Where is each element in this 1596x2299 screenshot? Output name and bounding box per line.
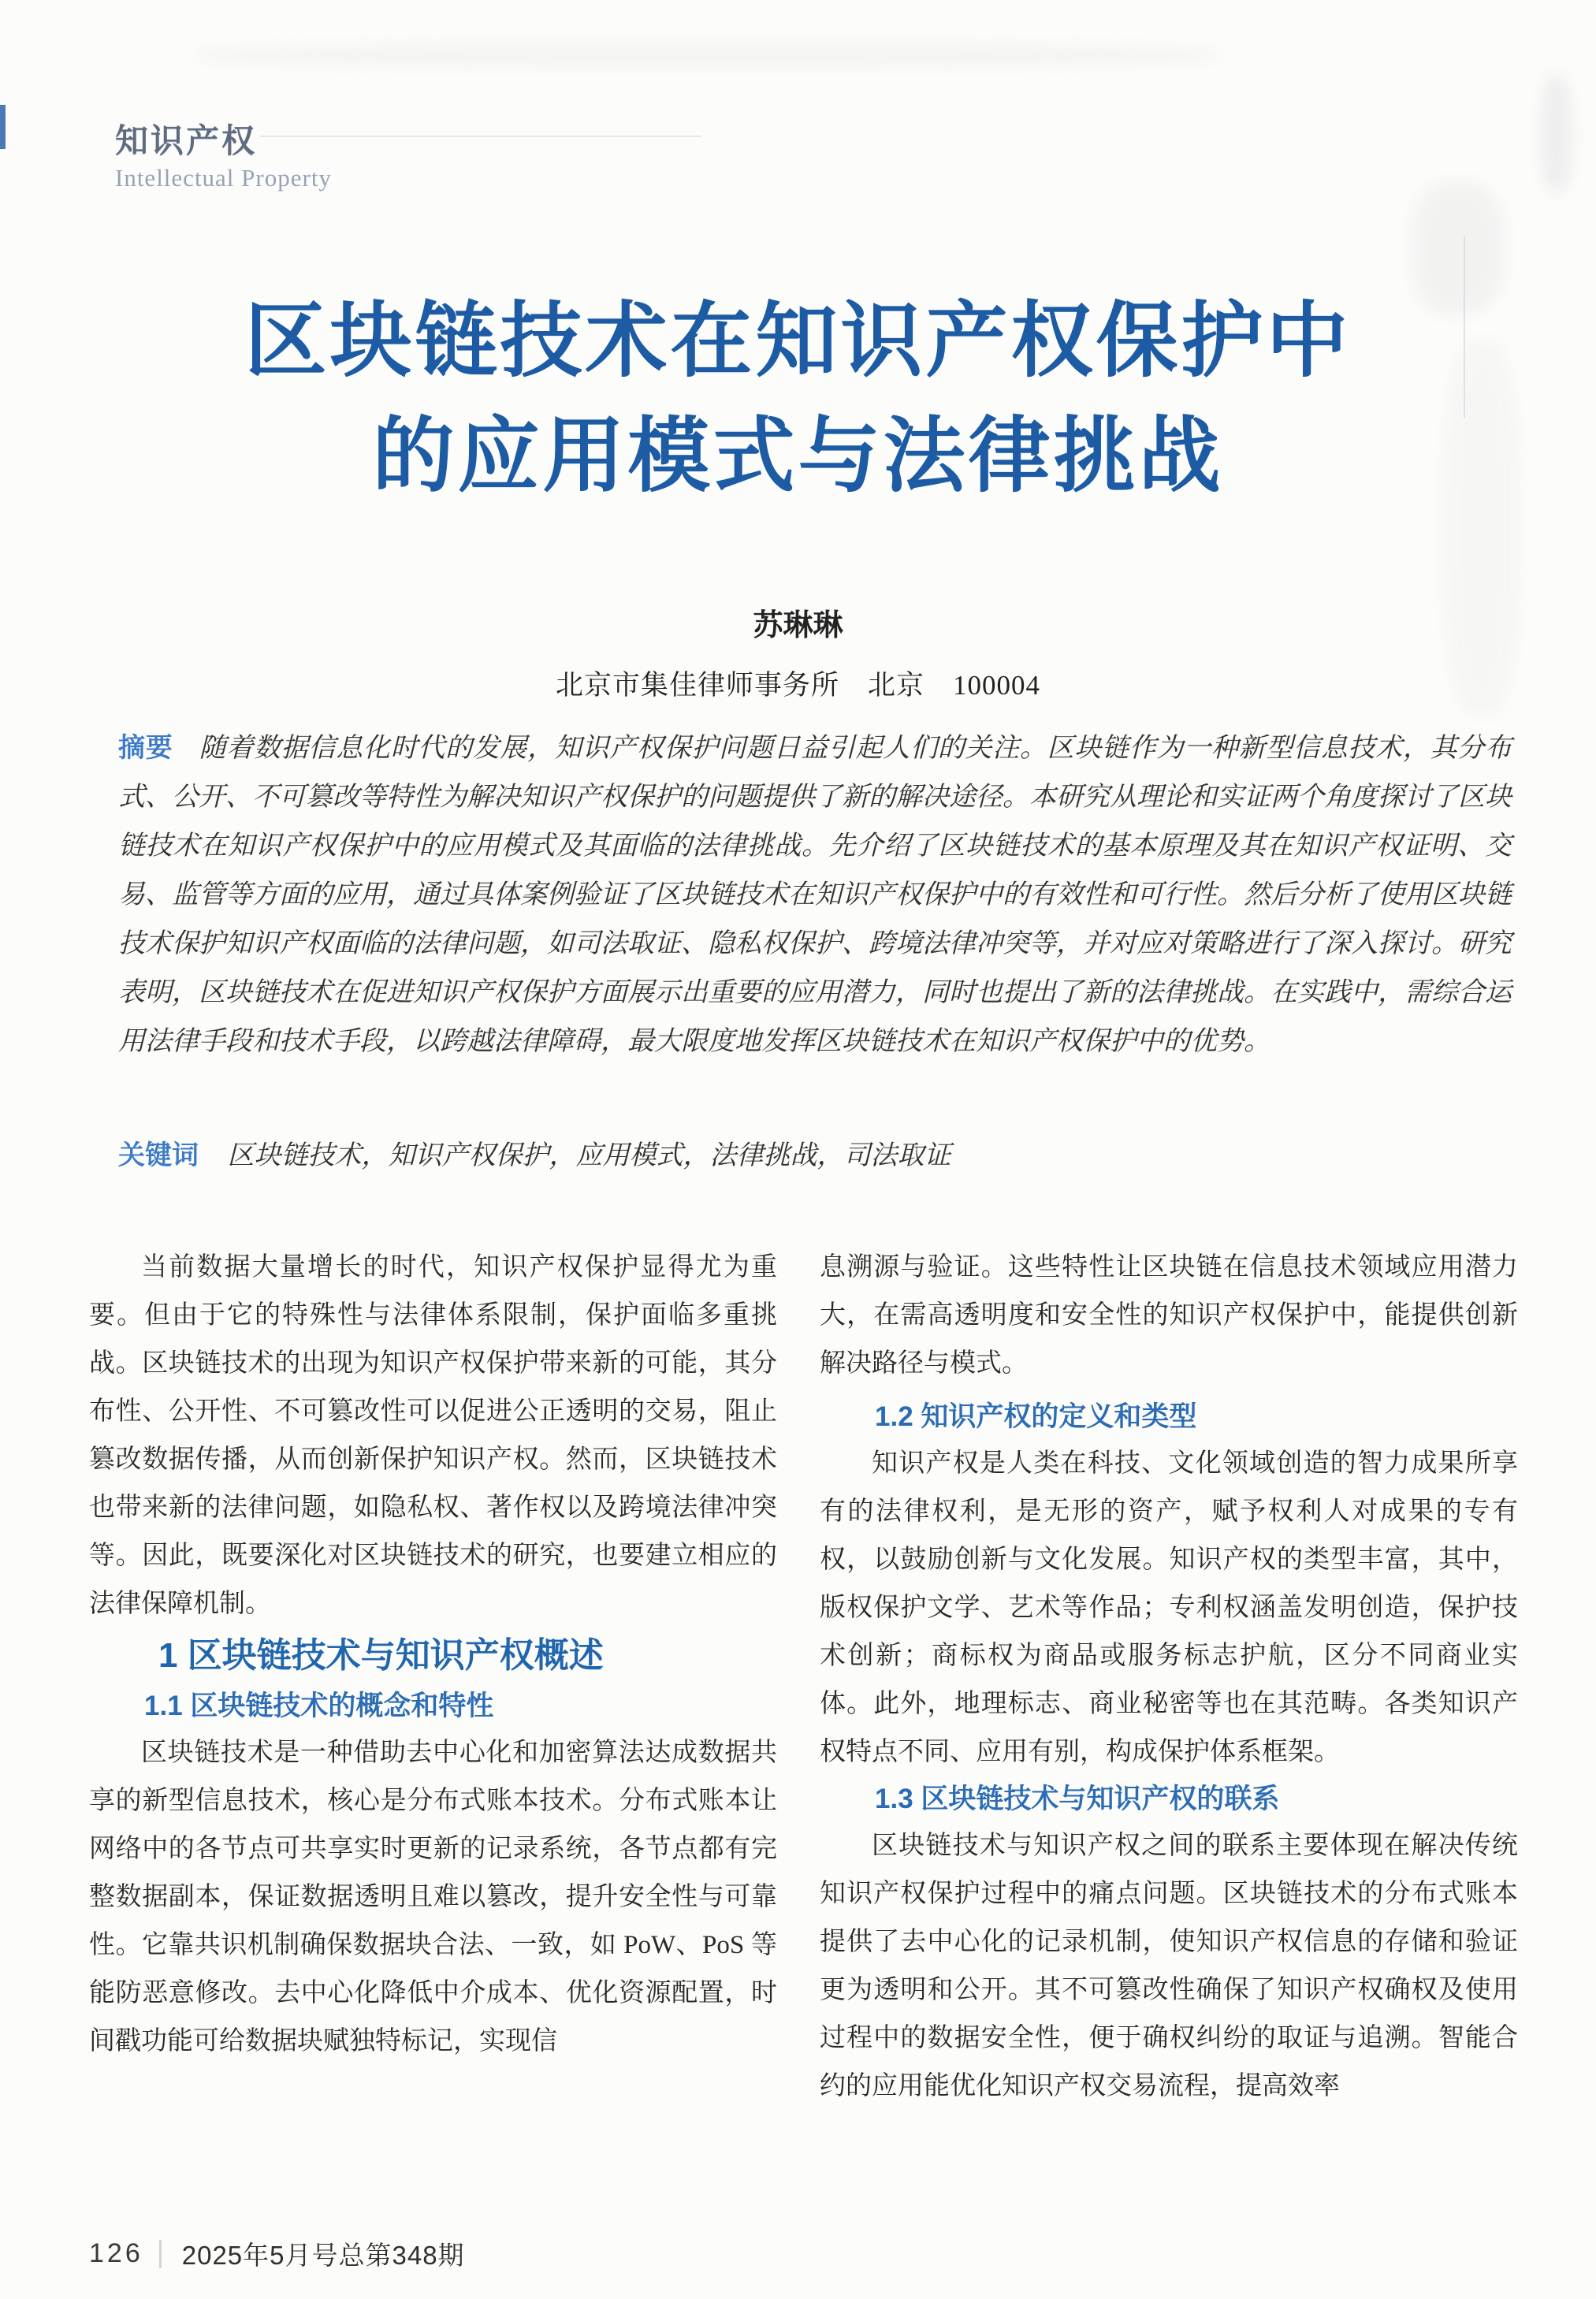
section-1-heading: 1 区块链技术与知识产权概述 xyxy=(158,1636,604,1675)
author-affiliation: 北京市集佳律师事务所 北京 100004 xyxy=(555,670,1040,701)
article-title-line1: 区块链技术在知识产权保护中 xyxy=(244,296,1352,387)
abstract-label: 摘要 xyxy=(118,733,173,763)
page-edge-mark xyxy=(0,105,6,149)
header-rule xyxy=(260,136,701,137)
keywords-label: 关键词 xyxy=(118,1140,199,1170)
section-1-1-paragraph-continued: 息溯源与验证。这些特性让区块链在信息技术领域应用潜力大，在需高透明度和安全性的知识产权保护中，能提供创新解决路径与模式。 xyxy=(820,1253,1518,1378)
footer-divider xyxy=(159,2240,162,2268)
page-number: 126 xyxy=(89,2238,143,2268)
issue-info: 2025年5月号总第348期 xyxy=(181,2241,465,2270)
author-name: 苏琳琳 xyxy=(753,609,843,642)
intro-paragraph: 当前数据大量增长的时代，知识产权保护显得尤为重要。但由于它的特殊性与法律体系限制，保护面临多重挑战。区块链技术的出现为知识产权保护带来新的可能，其分布性、公开性、不可篡改性可以促进公正透明的交易，阻止篡改数据传播，从而创新保护知识产权。然而，区块链技术也带来新的法律问题，如隐私权、著作权以及跨境法律冲突等。因此，既要深化对区块链技术的研究，也要建立相应的法律保障机制。 xyxy=(89,1253,777,1618)
section-1-1-paragraph: 区块链技术是一种借助去中心化和加密算法达成数据共享的新型信息技术，核心是分布式账本技术。分布式账本让网络中的各节点可共享实时更新的记录系统，各节点都有完整数据副本，保证数据透明且难以篡改，提升安全性与可靠性。它靠共识机制确保数据块合法、一致，如 PoW、PoS 等能防恶意修改。去中心化降低中介成本、优化资源配置，时间戳功能可给数据块赋独特标记，实现信 xyxy=(89,1739,777,2055)
section-1-1-heading: 1.1 区块链技术的概念和特性 xyxy=(144,1691,494,1721)
article-title xyxy=(0,284,1596,514)
scan-bleed-smudge xyxy=(197,43,1222,67)
body-column-left xyxy=(89,1244,777,2066)
keywords-text: 区块链技术，知识产权保护，应用模式，法律挑战，司法取证 xyxy=(227,1141,951,1170)
abstract-text: 随着数据信息化时代的发展，知识产权保护问题日益引起人们的关注。区块链作为一种新型信息技术，其分布式、公开、不可篡改等特性为解决知识产权保护的问题提供了新的解决途径。本研究从理论和实证两个角度探讨了区块链技术在知识产权保护中的应用模式及其面临的法律挑战。先介绍了区块链技术的基本原理及其在知识产权证明、交易、监管等方面的应用，通过具体案例验证了区块链技术在知识产权保护中的有效性和可行性。然后分析了使用区块链技术保护知识产权面临的法律问题，如司法取证、隐私权保护、跨境法律冲突等，并对应对策略进行了深入探讨。研究表明，区块链技术在促进知识产权保护方面展示出重要的应用潜力，同时也提出了新的法律挑战。在实践中，需综合运用法律手段和技术手段，以跨越法律障碍，最大限度地发挥区块链技术在知识产权保护中的优势。 xyxy=(118,734,1512,1056)
section-1-2-heading: 1.2 知识产权的定义和类型 xyxy=(875,1401,1197,1432)
page-footer xyxy=(89,2235,465,2272)
scan-bleed-smudge xyxy=(1541,75,1572,193)
journal-name-cn: 知识产权 xyxy=(115,122,258,159)
journal-name-en: Intellectual Property xyxy=(115,164,332,192)
keywords-line xyxy=(118,1132,1512,1180)
section-1-2-paragraph: 知识产权是人类在科技、文化领域创造的智力成果所享有的法律权利，是无形的资产，赋予权利人对成果的专有权，以鼓励创新与文化发展。知识产权的类型丰富，其中，版权保护文学、艺术等作品；专利权涵盖发明创造，保护技术创新；商标权为商品或服务标志护航，区分不同商业实体。此外，地理标志、商业秘密等也在其范畴。各类知识产权特点不同、应用有别，构成保护体系框架。 xyxy=(820,1449,1518,1766)
article-title-line2: 的应用模式与法律挑战 xyxy=(372,411,1224,502)
abstract-paragraph xyxy=(118,724,1512,1066)
body-column-right xyxy=(820,1244,1518,2111)
section-1-3-heading: 1.3 区块链技术与知识产权的联系 xyxy=(875,1784,1280,1814)
section-1-3-paragraph: 区块链技术与知识产权之间的联系主要体现在解决传统知识产权保护过程中的痛点问题。区块链技术的分布式账本提供了去中心化的记录机制，使知识产权信息的存储和验证更为透明和公开。其不可篡改性确保了知识产权确权及使用过程中的数据安全性，便于确权纠纷的取证与追溯。智能合约的应用能优化知识产权交易流程，提高效率 xyxy=(820,1832,1518,2100)
